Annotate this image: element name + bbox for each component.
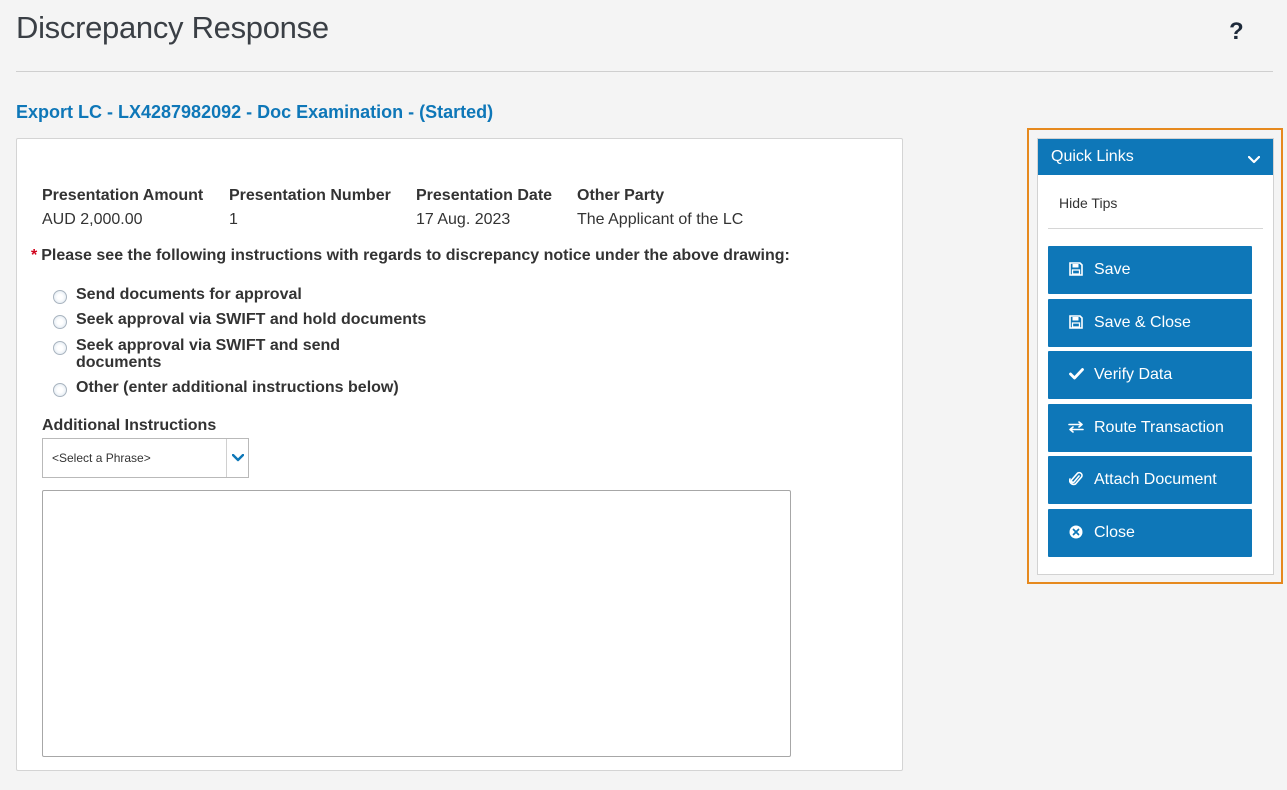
chevron-down-icon[interactable] [1248,151,1260,169]
radio-button[interactable] [53,341,67,355]
hide-tips-link[interactable]: Hide Tips [1059,195,1118,211]
radio-option-label: Other (enter additional instructions below) [76,379,399,396]
floppy-disk-icon [1068,261,1084,277]
radio-option-other[interactable] [53,379,399,397]
presentation-amount-group [42,187,203,229]
main-form-panel [16,138,903,771]
quick-links-panel [1037,138,1274,575]
save-and-close-button-label: Save & Close [1094,314,1191,331]
quick-links-highlight [1027,128,1283,584]
instructions-prompt-text: Please see the following instructions with regards to discrepancy notice under the above drawing: [41,247,790,264]
other-party-group [577,187,743,229]
instructions-prompt [31,247,790,265]
close-button[interactable] [1048,509,1252,557]
radio-option-label: Send documents for approval [76,286,302,303]
required-marker: * [31,247,38,264]
other-party-value: The Applicant of the LC [577,211,744,228]
phrase-select-value: <Select a Phrase> [52,451,151,465]
save-button[interactable] [1048,246,1252,294]
radio-button[interactable] [53,315,67,329]
presentation-date-group [416,187,552,229]
close-circle-icon [1068,524,1084,540]
transaction-heading: Export LC - LX4287982092 - Doc Examination - (Started) [16,102,494,122]
radio-button[interactable] [53,383,67,397]
additional-instructions-textarea[interactable] [42,490,791,757]
close-button-label: Close [1094,524,1135,541]
paperclip-icon [1068,471,1084,487]
quick-links-header[interactable] [1038,139,1273,175]
presentation-number-group [229,187,391,229]
floppy-disk-icon [1068,314,1084,330]
presentation-number-label: Presentation Number [229,187,391,204]
radio-option-swift-hold[interactable] [53,311,426,329]
title-divider [16,71,1273,72]
radio-option-send-documents[interactable] [53,286,302,304]
radio-button[interactable] [53,290,67,304]
verify-data-button-label: Verify Data [1094,366,1173,383]
phrase-select-dropdown[interactable] [42,438,249,478]
chevron-down-icon[interactable] [226,439,248,477]
save-button-label: Save [1094,261,1131,278]
attach-document-button[interactable] [1048,456,1252,504]
other-party-label: Other Party [577,187,665,204]
radio-option-label: Seek approval via SWIFT and send documents [76,337,341,371]
route-transaction-button[interactable] [1048,404,1252,452]
checkmark-icon [1068,366,1084,382]
presentation-amount-value: AUD 2,000.00 [42,211,143,228]
presentation-date-value: 17 Aug. 2023 [416,211,511,228]
radio-option-label: Seek approval via SWIFT and hold documents [76,311,427,328]
quick-links-title: Quick Links [1051,148,1134,165]
radio-option-swift-send[interactable] [53,337,346,371]
save-and-close-button[interactable] [1048,299,1252,347]
presentation-date-label: Presentation Date [416,187,553,204]
additional-instructions-label: Additional Instructions [42,417,217,434]
quick-links-divider [1048,228,1263,229]
presentation-number-value: 1 [229,211,238,228]
swap-arrows-icon [1068,419,1084,435]
attach-document-button-label: Attach Document [1094,471,1217,488]
presentation-amount-label: Presentation Amount [42,187,204,204]
verify-data-button[interactable] [1048,351,1252,399]
page-title: Discrepancy Response [16,10,329,45]
route-transaction-button-label: Route Transaction [1094,419,1224,436]
help-icon[interactable]: ? [1229,18,1244,45]
